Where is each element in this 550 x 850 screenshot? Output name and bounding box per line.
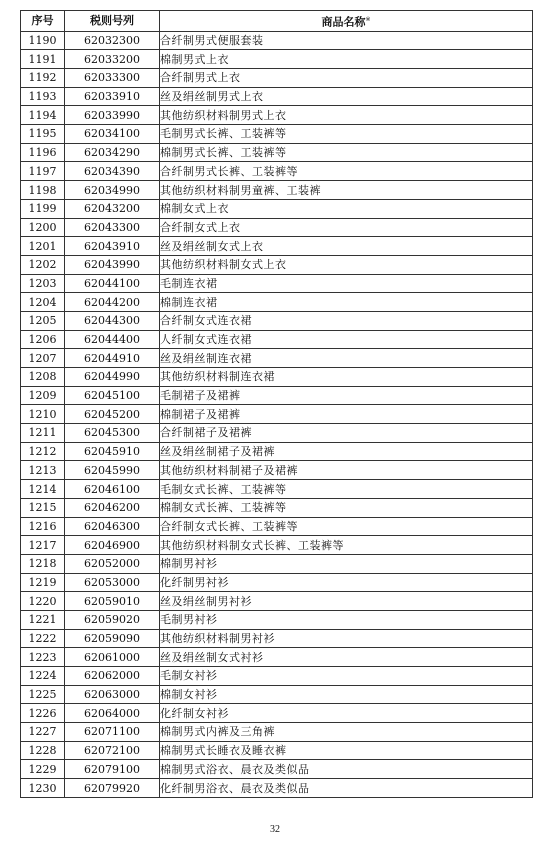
table-row [21,648,533,667]
row-code: 62033300 [65,69,160,88]
row-code: 62043990 [65,255,160,274]
row-code: 62032300 [65,31,160,50]
row-name: 棉制男式浴衣、晨衣及类似品 [160,760,533,779]
row-name: 毛制女衬衫 [160,667,533,686]
table-row [21,386,533,405]
table-row [21,69,533,88]
row-code: 62079920 [65,779,160,798]
table-row [21,685,533,704]
table-row [21,125,533,144]
row-index: 1208 [21,368,65,387]
row-code: 62044100 [65,274,160,293]
row-name: 毛制连衣裙 [160,274,533,293]
row-name: 其他纺织材料制连衣裙 [160,368,533,387]
tariff-table [20,10,533,798]
row-index: 1230 [21,779,65,798]
row-name: 其他纺织材料制男童裤、工装裤 [160,181,533,200]
table-row [21,87,533,106]
row-index: 1194 [21,106,65,125]
row-code: 62052000 [65,554,160,573]
table-row [21,255,533,274]
row-name: 合纤制男式便服套装 [160,31,533,50]
table-row [21,779,533,798]
table-row [21,218,533,237]
row-name: 合纤制女式连衣裙 [160,311,533,330]
row-index: 1212 [21,442,65,461]
table-row [21,330,533,349]
row-index: 1192 [21,69,65,88]
row-index: 1204 [21,293,65,312]
row-code: 62046300 [65,517,160,536]
row-name: 毛制男式长裤、工装裤等 [160,125,533,144]
row-code: 62071100 [65,723,160,742]
row-code: 62072100 [65,741,160,760]
row-index: 1214 [21,480,65,499]
row-name: 其他纺织材料制裙子及裙裤 [160,461,533,480]
row-index: 1226 [21,704,65,723]
row-name: 丝及绢丝制裙子及裙裤 [160,442,533,461]
row-index: 1197 [21,162,65,181]
table-row [21,610,533,629]
row-index: 1220 [21,592,65,611]
table-row [21,592,533,611]
row-code: 62053000 [65,573,160,592]
header-index: 序号 [21,11,65,32]
table-row [21,199,533,218]
header-name [160,11,533,32]
row-index: 1201 [21,237,65,256]
table-row [21,517,533,536]
row-code: 62033910 [65,87,160,106]
row-name: 棉制女式上衣 [160,199,533,218]
row-code: 62079100 [65,760,160,779]
table-row [21,424,533,443]
row-code: 62033990 [65,106,160,125]
row-name: 毛制女式长裤、工装裤等 [160,480,533,499]
table-row [21,162,533,181]
row-name: 其他纺织材料制男衬衫 [160,629,533,648]
row-code: 62046900 [65,536,160,555]
row-name: 丝及绢丝制连衣裙 [160,349,533,368]
row-name: 棉制女式长裤、工装裤等 [160,498,533,517]
row-index: 1228 [21,741,65,760]
row-name: 棉制女衬衫 [160,685,533,704]
row-name: 合纤制男式长裤、工装裤等 [160,162,533,181]
row-name: 棉制男式上衣 [160,50,533,69]
row-index: 1202 [21,255,65,274]
row-name: 丝及绢丝制女式衬衫 [160,648,533,667]
row-index: 1199 [21,199,65,218]
row-code: 62046200 [65,498,160,517]
table-body [21,31,533,797]
row-code: 62034100 [65,125,160,144]
row-index: 1205 [21,311,65,330]
row-index: 1227 [21,723,65,742]
row-name: 化纤制男衬衫 [160,573,533,592]
row-code: 62064000 [65,704,160,723]
row-index: 1222 [21,629,65,648]
table-row [21,480,533,499]
row-index: 1223 [21,648,65,667]
row-code: 62061000 [65,648,160,667]
table-row [21,442,533,461]
row-index: 1193 [21,87,65,106]
row-index: 1207 [21,349,65,368]
row-code: 62043200 [65,199,160,218]
table-row [21,237,533,256]
row-index: 1229 [21,760,65,779]
row-code: 62044300 [65,311,160,330]
row-index: 1211 [21,424,65,443]
table-row [21,461,533,480]
row-name: 合纤制裙子及裙裤 [160,424,533,443]
row-index: 1190 [21,31,65,50]
row-code: 62045200 [65,405,160,424]
row-code: 62045910 [65,442,160,461]
row-code: 62045990 [65,461,160,480]
row-code: 62044910 [65,349,160,368]
row-index: 1196 [21,143,65,162]
row-code: 62043910 [65,237,160,256]
row-index: 1219 [21,573,65,592]
table-row [21,667,533,686]
header-code: 税则号列 [65,11,160,32]
header-name-note: ※ [365,16,371,23]
row-index: 1198 [21,181,65,200]
row-index: 1213 [21,461,65,480]
row-code: 62044400 [65,330,160,349]
table-row [21,405,533,424]
row-code: 62059090 [65,629,160,648]
row-index: 1218 [21,554,65,573]
row-code: 62045100 [65,386,160,405]
row-name: 化纤制女衬衫 [160,704,533,723]
table-header-row [21,11,533,32]
table-row [21,31,533,50]
header-name-label: 商品名称 [321,15,366,29]
row-name: 化纤制男浴衣、晨衣及类似品 [160,779,533,798]
page-number: 32 [270,824,280,835]
row-name: 其他纺织材料制男式上衣 [160,106,533,125]
row-code: 62044200 [65,293,160,312]
table-row [21,349,533,368]
table-row [21,181,533,200]
row-index: 1195 [21,125,65,144]
row-name: 合纤制女式长裤、工装裤等 [160,517,533,536]
table-row [21,50,533,69]
row-code: 62059010 [65,592,160,611]
row-name: 毛制裙子及裙裤 [160,386,533,405]
row-index: 1191 [21,50,65,69]
table-row [21,274,533,293]
row-index: 1217 [21,536,65,555]
row-name: 棉制裙子及裙裤 [160,405,533,424]
row-code: 62034290 [65,143,160,162]
table-row [21,368,533,387]
row-name: 棉制男式长睡衣及睡衣裤 [160,741,533,760]
row-code: 62063000 [65,685,160,704]
row-index: 1216 [21,517,65,536]
row-code: 62062000 [65,667,160,686]
table-row [21,704,533,723]
row-code: 62033200 [65,50,160,69]
row-name: 丝及绢丝制女式上衣 [160,237,533,256]
row-name: 合纤制男式上衣 [160,69,533,88]
row-name: 人纤制女式连衣裙 [160,330,533,349]
row-index: 1203 [21,274,65,293]
row-index: 1225 [21,685,65,704]
row-index: 1209 [21,386,65,405]
table-row [21,554,533,573]
table-row [21,741,533,760]
row-index: 1215 [21,498,65,517]
row-name: 棉制连衣裙 [160,293,533,312]
row-code: 62034990 [65,181,160,200]
table-row [21,573,533,592]
row-name: 棉制男式长裤、工装裤等 [160,143,533,162]
table-row [21,498,533,517]
row-name: 棉制男式内裤及三角裤 [160,723,533,742]
row-code: 62034390 [65,162,160,181]
row-name: 棉制男衬衫 [160,554,533,573]
row-name: 毛制男衬衫 [160,610,533,629]
table-row [21,723,533,742]
row-code: 62043300 [65,218,160,237]
row-name: 其他纺织材料制女式上衣 [160,255,533,274]
row-code: 62044990 [65,368,160,387]
row-index: 1224 [21,667,65,686]
table-row [21,311,533,330]
table-row [21,106,533,125]
row-index: 1210 [21,405,65,424]
row-code: 62045300 [65,424,160,443]
row-index: 1200 [21,218,65,237]
table-row [21,143,533,162]
row-name: 其他纺织材料制女式长裤、工装裤等 [160,536,533,555]
row-index: 1206 [21,330,65,349]
row-code: 62059020 [65,610,160,629]
row-name: 合纤制女式上衣 [160,218,533,237]
table-row [21,293,533,312]
row-index: 1221 [21,610,65,629]
row-name: 丝及绢丝制男式上衣 [160,87,533,106]
row-name: 丝及绢丝制男衬衫 [160,592,533,611]
table-row [21,760,533,779]
table-row [21,536,533,555]
table-row [21,629,533,648]
row-code: 62046100 [65,480,160,499]
